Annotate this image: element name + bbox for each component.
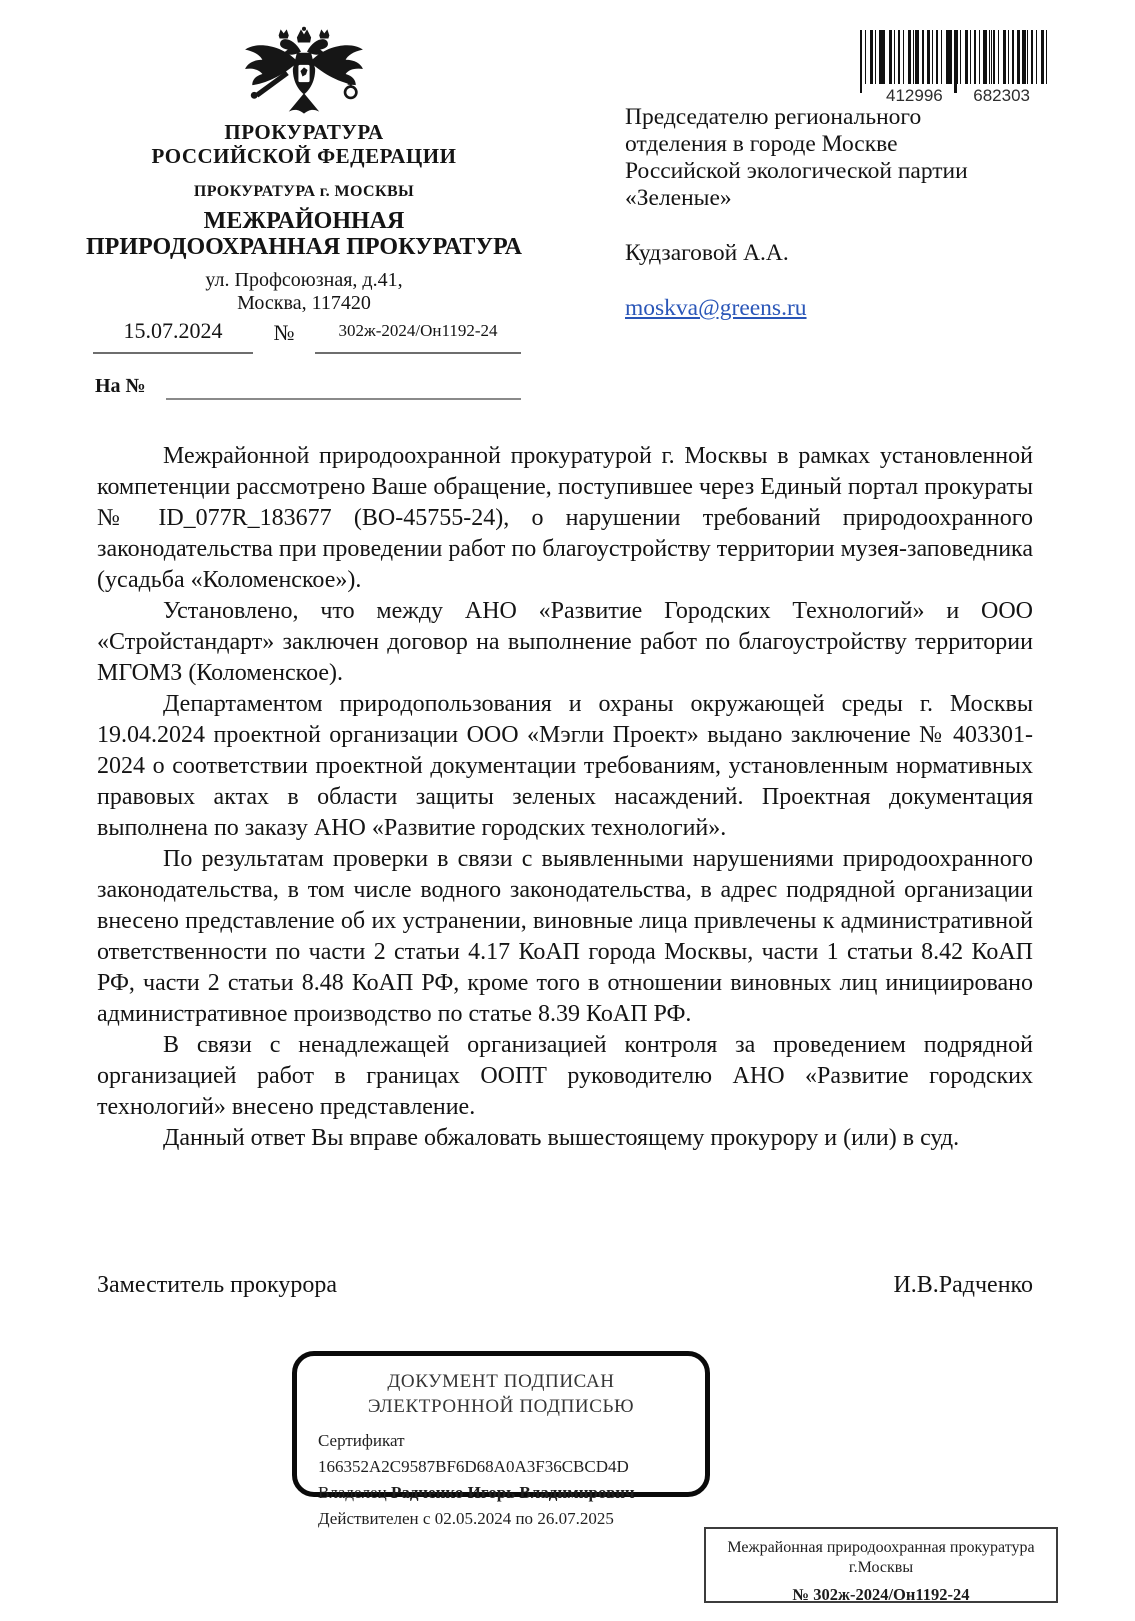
reply-to-blank-line [166,372,521,400]
footer-org-line2: г.Москвы [848,1559,914,1576]
recipient-title-line3: Российской экологической партии [625,158,968,184]
recipient-title-line2: отделения в городе Москве [625,131,898,157]
org-name-line4: МЕЖРАЙОННАЯ [203,208,405,234]
stamp-valid-from: 02.05.2024 [434,1509,512,1528]
org-name-line5: ПРИРОДООХРАННАЯ ПРОКУРАТУРА [86,234,522,260]
stamp-title-line1: ДОКУМЕНТ ПОДПИСАН [387,1371,615,1392]
org-name-line1: ПРОКУРАТУРА [224,120,384,144]
body-paragraph: По результатам проверки в связи с выявленными нарушениями природоохранного законодательства, в том числе водного законодательства, в адрес подрядной организации внесено представление об их устранении, виновные лица привлечены к административной ответственности по части 2 статьи 4.17 КоАП города Москвы, части 1 статьи 8.42 КоАП РФ, части 2 статьи 8.48 КоАП РФ, кроме того в отношении виновных лиц инициировано административное производство по статье 8.39 КоАП РФ. [97,846,1033,1027]
letterhead [83,120,525,315]
signature-row [97,1272,1033,1299]
barcode-bars [860,30,1048,84]
org-name-line3: ПРОКУРАТУРА г. МОСКВЫ [193,183,415,200]
body-paragraph: Департаментом природопользования и охраны окружающей среды г. Москвы 19.04.2024 проектной организации ООО «Мэгли Проект» выдано заключение № 403301-2024 о соответствии проектной документации требованиям, установленным нормативных правовых актах в области защиты зеленых насаждений. Проектная документация выполнена по заказу АНО «Развитие городских технологий». [97,691,1033,841]
date-number-row [93,318,521,354]
body-paragraph: Данный ответ Вы вправе обжаловать вышестоящему прокурору и (или) в суд. [163,1125,960,1151]
stamp-owner-value: Радченко Игорь Владимирович [390,1483,635,1502]
stamp-title-line2: ЭЛЕКТРОННОЙ ПОДПИСЬЮ [367,1396,635,1417]
footer-org-line1: Межрайонная природоохранная прокуратура [727,1539,1035,1556]
stamp-certificate-value: 166352A2C9587BF6D68A0A3F36CBCD4D [318,1457,629,1476]
electronic-signature-stamp [292,1351,710,1528]
recipient-title-line1: Председателю регионального [625,104,922,130]
reply-to-label: На № [95,375,146,397]
signer-name: И.В.Радченко [893,1272,1033,1298]
stamp-validity-row [318,1506,705,1532]
outgoing-number: 302ж-2024/Он1192-24 [315,321,521,354]
barcode-digits-left: 412996 [886,86,943,105]
stamp-certificate-row [318,1428,705,1480]
body-paragraph: Межрайонной природоохранной прокуратурой г. Москвы в рамках установленной компетенции рассмотрено Ваше обращение, поступившее через Единый портал прокураты № ID_077R_183677 (ВО-45755-24), о нарушении требований природоохранного законодательства при проведении работ по благоустройству территории музея-заповедника (усадьба «Коломенское»). [97,443,1033,593]
barcode-digits-right: 682303 [973,86,1030,105]
stamp-certificate-label: Сертификат [318,1431,405,1450]
org-address-line1: ул. Профсоюзная, д.41, [205,269,403,291]
registration-footer-box [704,1527,1058,1603]
reply-to-row [95,372,521,400]
recipient-title-line4: «Зеленые» [625,185,732,211]
recipient-name: Кудзаговой А.А. [625,240,789,266]
stamp-details [318,1428,705,1532]
recipient-block [625,104,1045,322]
signer-position: Заместитель прокурора [97,1272,337,1298]
recipient-email-link[interactable]: moskva@greens.ru [625,295,807,321]
stamp-valid-to: 26.07.2025 [537,1509,614,1528]
stamp-validity-mid: по [515,1509,534,1528]
org-address-line2: Москва, 117420 [237,292,371,314]
stamp-title [297,1369,705,1419]
letter-body [97,441,1033,1154]
body-paragraph: Установлено, что между АНО «Развитие Городских Технологий» и ООО «Стройстандарт» заключен договор на выполнение работ по благоустройству территории МГОМЗ (Коломенское). [97,598,1033,686]
registration-barcode [860,30,1048,106]
stamp-validity-prefix: Действителен с [318,1509,431,1528]
footer-registration-number: № 302ж-2024/Он1192-24 [792,1585,970,1604]
body-paragraph: В связи с ненадлежащей организацией контроля за проведением подрядной организацией работ в границах ООПТ руководителю АНО «Развитие городских технологий» внесено представление. [97,1032,1033,1120]
russia-coat-of-arms-icon [238,26,370,120]
org-name-line2: РОССИЙСКОЙ ФЕДЕРАЦИИ [151,144,457,168]
stamp-owner-label: Владелец [318,1483,387,1502]
letter-date: 15.07.2024 [93,318,253,354]
stamp-owner-row [318,1480,705,1506]
number-sign: № [273,320,295,345]
